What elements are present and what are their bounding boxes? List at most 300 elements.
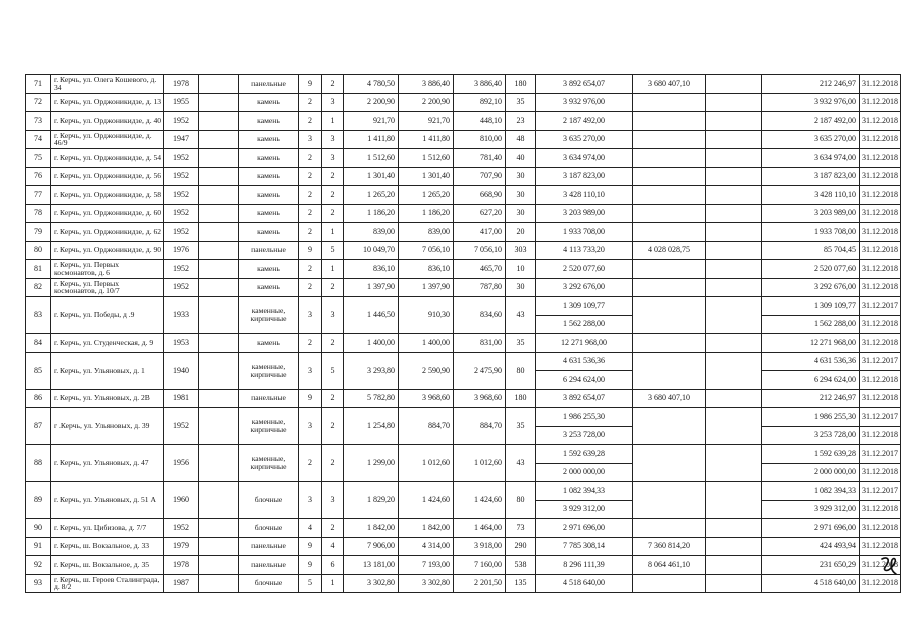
address: г. Керчь, ул. Орджоникидзе, д. 54 (51, 149, 164, 168)
table-row (26, 519, 901, 538)
wall-material: камень (239, 223, 299, 242)
cost-owners: 2 000 000,00 (762, 463, 860, 482)
cost-owners: 4 631 536,36 (762, 352, 860, 371)
residents: 303 (506, 241, 536, 260)
total-area: 10 049,70 (344, 241, 399, 260)
residents: 35 (506, 408, 536, 445)
cost-budget (706, 445, 762, 482)
cost-owners: 212 246,97 (762, 389, 860, 408)
build-year: 1952 (164, 149, 199, 168)
address: г. Керчь, ул. Ульяновых, д. 1 (51, 352, 164, 389)
address: г. Керчь, ул. Ульяновых, д. 2В (51, 389, 164, 408)
row-number: 74 (26, 130, 51, 149)
floors: 9 (299, 537, 322, 556)
cost-budget (706, 260, 762, 279)
cost-total: 2 187 492,00 (536, 112, 633, 131)
wall-material: камень (239, 260, 299, 279)
wall-material: блочные (239, 482, 299, 519)
completion-date: 31.12.2018 (860, 537, 901, 556)
empty-cell (199, 130, 239, 149)
empty-cell (199, 278, 239, 297)
residents: 40 (506, 149, 536, 168)
address: г. Керчь, ул. Олега Кошевого, д. 34 (51, 75, 164, 94)
cost-budget (706, 556, 762, 575)
cost-owners: 3 292 676,00 (762, 278, 860, 297)
completion-date: 31.12.2018 (860, 500, 901, 519)
cost-budget (706, 167, 762, 186)
completion-date: 31.12.2018 (860, 574, 901, 593)
row-number: 89 (26, 482, 51, 519)
build-year: 1952 (164, 167, 199, 186)
wall-material: камень (239, 278, 299, 297)
empty-cell (199, 537, 239, 556)
row-number: 81 (26, 260, 51, 279)
residents: 538 (506, 556, 536, 575)
residents: 80 (506, 352, 536, 389)
entrances: 1 (322, 574, 344, 593)
residential-area: 417,00 (454, 223, 506, 242)
row-number: 75 (26, 149, 51, 168)
living-area: 1 411,80 (399, 130, 454, 149)
cost-fund: 3 680 407,10 (633, 75, 706, 94)
residents: 290 (506, 537, 536, 556)
table-row (26, 537, 901, 556)
build-year: 1976 (164, 241, 199, 260)
completion-date: 31.12.2018 (860, 389, 901, 408)
cost-budget (706, 278, 762, 297)
row-number: 93 (26, 574, 51, 593)
cost-total: 7 785 308,14 (536, 537, 633, 556)
cost-total: 1 082 394,33 (536, 482, 633, 501)
cost-owners: 212 246,97 (762, 75, 860, 94)
wall-material: камень (239, 186, 299, 205)
cost-owners: 3 203 989,00 (762, 204, 860, 223)
table-row (26, 408, 901, 427)
living-area: 7 056,10 (399, 241, 454, 260)
completion-date: 31.12.2018 (860, 75, 901, 94)
completion-date: 31.12.2017 (860, 297, 901, 316)
residents: 180 (506, 75, 536, 94)
residents: 30 (506, 278, 536, 297)
row-number: 83 (26, 297, 51, 334)
address: г. Керчь, ул. Первых космонавтов, д. 10/7 (51, 278, 164, 297)
empty-cell (199, 167, 239, 186)
address: г. Керчь, ш. Вокзальное, д. 35 (51, 556, 164, 575)
completion-date: 31.12.2018 (860, 204, 901, 223)
address: г. Керчь, ул. Орджоникидзе, д. 58 (51, 186, 164, 205)
completion-date: 31.12.2018 (860, 241, 901, 260)
cost-fund (633, 260, 706, 279)
row-number: 86 (26, 389, 51, 408)
entrances: 3 (322, 130, 344, 149)
living-area: 1 012,60 (399, 445, 454, 482)
residents: 20 (506, 223, 536, 242)
completion-date: 31.12.2018 (860, 223, 901, 242)
cost-owners: 3 634 974,00 (762, 149, 860, 168)
cost-budget (706, 112, 762, 131)
total-area: 1 411,80 (344, 130, 399, 149)
cost-fund: 3 680 407,10 (633, 389, 706, 408)
total-area: 1 254,80 (344, 408, 399, 445)
cost-fund (633, 574, 706, 593)
table-row (26, 223, 901, 242)
cost-owners: 4 518 640,00 (762, 574, 860, 593)
cost-total: 2 520 077,60 (536, 260, 633, 279)
address: г. Керчь, ул. Орджоникидзе, д. 46/9 (51, 130, 164, 149)
living-area: 1 512,60 (399, 149, 454, 168)
living-area: 4 314,00 (399, 537, 454, 556)
empty-cell (199, 112, 239, 131)
address: г. Керчь, ул. Цибизова, д. 7/7 (51, 519, 164, 538)
wall-material: блочные (239, 519, 299, 538)
completion-date: 31.12.2017 (860, 352, 901, 371)
cost-fund (633, 112, 706, 131)
floors: 2 (299, 167, 322, 186)
address: г. Керчь, ул. Победы, д .9 (51, 297, 164, 334)
total-area: 1 512,60 (344, 149, 399, 168)
empty-cell (199, 482, 239, 519)
cost-total: 1 933 708,00 (536, 223, 633, 242)
living-area: 3 886,40 (399, 75, 454, 94)
completion-date: 31.12.2018 (860, 167, 901, 186)
empty-cell (199, 334, 239, 353)
residents: 35 (506, 334, 536, 353)
build-year: 1952 (164, 112, 199, 131)
empty-cell (199, 519, 239, 538)
address: г. Керчь, ул. Орджоникидзе, д. 56 (51, 167, 164, 186)
row-number: 90 (26, 519, 51, 538)
completion-date: 31.12.2018 (860, 260, 901, 279)
residential-area: 884,70 (454, 408, 506, 445)
row-number: 84 (26, 334, 51, 353)
table-row (26, 445, 901, 464)
cost-owners: 85 704,45 (762, 241, 860, 260)
empty-cell (199, 445, 239, 482)
residential-area: 627,20 (454, 204, 506, 223)
total-area: 1 400,00 (344, 334, 399, 353)
table-row (26, 93, 901, 112)
entrances: 3 (322, 149, 344, 168)
entrances: 1 (322, 223, 344, 242)
entrances: 2 (322, 75, 344, 94)
entrances: 5 (322, 241, 344, 260)
residents: 30 (506, 167, 536, 186)
cost-total: 1 592 639,28 (536, 445, 633, 464)
cost-fund (633, 408, 706, 445)
total-area: 921,70 (344, 112, 399, 131)
build-year: 1955 (164, 93, 199, 112)
empty-cell (199, 186, 239, 205)
residential-area: 787,80 (454, 278, 506, 297)
empty-cell (199, 389, 239, 408)
residents: 135 (506, 574, 536, 593)
floors: 3 (299, 297, 322, 334)
address: г. Керчь, ул. Ульяновых, д. 47 (51, 445, 164, 482)
table-row (26, 556, 901, 575)
entrances: 2 (322, 408, 344, 445)
floors: 9 (299, 389, 322, 408)
build-year: 1940 (164, 352, 199, 389)
floors: 9 (299, 556, 322, 575)
row-number: 79 (26, 223, 51, 242)
cost-owners: 231 650,29 (762, 556, 860, 575)
cost-budget (706, 297, 762, 334)
cost-owners: 1 986 255,30 (762, 408, 860, 427)
cost-fund: 7 360 814,20 (633, 537, 706, 556)
table-row (26, 482, 901, 501)
cost-total: 4 113 733,20 (536, 241, 633, 260)
residential-area: 810,00 (454, 130, 506, 149)
total-area: 1 186,20 (344, 204, 399, 223)
living-area: 1 265,20 (399, 186, 454, 205)
floors: 2 (299, 186, 322, 205)
floors: 2 (299, 204, 322, 223)
wall-material: камень (239, 149, 299, 168)
table-row (26, 297, 901, 316)
row-number: 91 (26, 537, 51, 556)
table-row (26, 149, 901, 168)
table-row (26, 389, 901, 408)
cost-budget (706, 93, 762, 112)
entrances: 3 (322, 297, 344, 334)
completion-date: 31.12.2017 (860, 408, 901, 427)
floors: 2 (299, 149, 322, 168)
table-row (26, 167, 901, 186)
empty-cell (199, 556, 239, 575)
cost-budget (706, 537, 762, 556)
cost-owners: 12 271 968,00 (762, 334, 860, 353)
floors: 4 (299, 519, 322, 538)
living-area: 1 400,00 (399, 334, 454, 353)
total-area: 5 782,80 (344, 389, 399, 408)
cost-owners: 1 562 288,00 (762, 315, 860, 334)
total-area: 1 842,00 (344, 519, 399, 538)
cost-budget (706, 519, 762, 538)
cost-owners: 2 971 696,00 (762, 519, 860, 538)
cost-owners: 3 428 110,10 (762, 186, 860, 205)
table-row (26, 75, 901, 94)
cost-owners: 3 932 976,00 (762, 93, 860, 112)
living-area: 1 397,90 (399, 278, 454, 297)
empty-cell (199, 93, 239, 112)
row-number: 88 (26, 445, 51, 482)
floors: 5 (299, 574, 322, 593)
floors: 3 (299, 352, 322, 389)
build-year: 1952 (164, 278, 199, 297)
living-area: 3 968,60 (399, 389, 454, 408)
row-number: 85 (26, 352, 51, 389)
residential-area: 1 012,60 (454, 445, 506, 482)
cost-fund: 8 064 461,10 (633, 556, 706, 575)
address: г. Керчь, ул. Орджоникидзе, д. 90 (51, 241, 164, 260)
residents: 73 (506, 519, 536, 538)
cost-fund (633, 186, 706, 205)
empty-cell (199, 408, 239, 445)
cost-total: 3 932 976,00 (536, 93, 633, 112)
table-row (26, 112, 901, 131)
residents: 48 (506, 130, 536, 149)
living-area: 836,10 (399, 260, 454, 279)
address: г. Керчь, ул. Студенческая, д. 9 (51, 334, 164, 353)
cost-budget (706, 130, 762, 149)
total-area: 1 397,90 (344, 278, 399, 297)
total-area: 4 780,50 (344, 75, 399, 94)
table-row (26, 352, 901, 371)
build-year: 1960 (164, 482, 199, 519)
cost-fund (633, 334, 706, 353)
completion-date: 31.12.2018 (860, 278, 901, 297)
residential-area: 465,70 (454, 260, 506, 279)
entrances: 2 (322, 389, 344, 408)
total-area: 3 302,80 (344, 574, 399, 593)
row-number: 80 (26, 241, 51, 260)
build-year: 1981 (164, 389, 199, 408)
living-area: 921,70 (399, 112, 454, 131)
cost-total: 4 631 536,36 (536, 352, 633, 371)
living-area: 2 200,90 (399, 93, 454, 112)
cost-budget (706, 204, 762, 223)
build-year: 1952 (164, 519, 199, 538)
wall-material: каменные, кирпичные (239, 408, 299, 445)
cost-fund (633, 445, 706, 482)
floors: 3 (299, 408, 322, 445)
table-row (26, 574, 901, 593)
total-area: 1 446,50 (344, 297, 399, 334)
floors: 2 (299, 93, 322, 112)
cost-total: 3 634 974,00 (536, 149, 633, 168)
cost-budget (706, 574, 762, 593)
completion-date: 31.12.2018 (860, 112, 901, 131)
wall-material: панельные (239, 537, 299, 556)
floors: 2 (299, 260, 322, 279)
empty-cell (199, 223, 239, 242)
build-year: 1952 (164, 186, 199, 205)
signature-mark (879, 553, 899, 577)
cost-total: 3 428 110,10 (536, 186, 633, 205)
cost-budget (706, 186, 762, 205)
total-area: 3 293,80 (344, 352, 399, 389)
cost-fund (633, 130, 706, 149)
entrances: 2 (322, 278, 344, 297)
floors: 9 (299, 75, 322, 94)
living-area: 884,70 (399, 408, 454, 445)
entrances: 2 (322, 186, 344, 205)
cost-total: 3 635 270,00 (536, 130, 633, 149)
build-year: 1978 (164, 75, 199, 94)
cost-budget (706, 223, 762, 242)
address: г. Керчь, ш. Вокзальное, д. 33 (51, 537, 164, 556)
table-row (26, 278, 901, 297)
cost-fund: 4 028 028,75 (633, 241, 706, 260)
cost-total: 12 271 968,00 (536, 334, 633, 353)
floors: 3 (299, 482, 322, 519)
wall-material: камень (239, 130, 299, 149)
cost-owners: 3 635 270,00 (762, 130, 860, 149)
empty-cell (199, 149, 239, 168)
floors: 9 (299, 241, 322, 260)
entrances: 4 (322, 537, 344, 556)
cost-fund (633, 167, 706, 186)
build-year: 1952 (164, 408, 199, 445)
cost-fund (633, 223, 706, 242)
build-year: 1933 (164, 297, 199, 334)
living-area: 7 193,00 (399, 556, 454, 575)
residential-area: 7 160,00 (454, 556, 506, 575)
completion-date: 31.12.2017 (860, 445, 901, 464)
cost-budget (706, 75, 762, 94)
empty-cell (199, 297, 239, 334)
residential-area: 2 201,50 (454, 574, 506, 593)
row-number: 73 (26, 112, 51, 131)
floors: 2 (299, 445, 322, 482)
cost-total: 6 294 624,00 (536, 371, 633, 390)
living-area: 1 424,60 (399, 482, 454, 519)
entrances: 6 (322, 556, 344, 575)
residents: 43 (506, 297, 536, 334)
row-number: 72 (26, 93, 51, 112)
build-year: 1952 (164, 223, 199, 242)
row-number: 76 (26, 167, 51, 186)
residents: 10 (506, 260, 536, 279)
cost-total: 1 309 109,77 (536, 297, 633, 316)
living-area: 3 302,80 (399, 574, 454, 593)
build-year: 1979 (164, 537, 199, 556)
address: г. Керчь, ул. Орджоникидзе, д. 13 (51, 93, 164, 112)
table-row (26, 204, 901, 223)
residential-area: 831,00 (454, 334, 506, 353)
living-area: 1 186,20 (399, 204, 454, 223)
total-area: 1 265,20 (344, 186, 399, 205)
entrances: 2 (322, 519, 344, 538)
empty-cell (199, 352, 239, 389)
entrances: 3 (322, 482, 344, 519)
living-area: 1 842,00 (399, 519, 454, 538)
cost-owners: 424 493,94 (762, 537, 860, 556)
empty-cell (199, 260, 239, 279)
residential-area: 668,90 (454, 186, 506, 205)
cost-fund (633, 149, 706, 168)
cost-fund (633, 519, 706, 538)
residents: 180 (506, 389, 536, 408)
wall-material: каменные, кирпичные (239, 352, 299, 389)
build-year: 1956 (164, 445, 199, 482)
wall-material: панельные (239, 75, 299, 94)
residential-area: 3 968,60 (454, 389, 506, 408)
cost-total: 3 253 728,00 (536, 426, 633, 445)
build-year: 1953 (164, 334, 199, 353)
completion-date: 31.12.2018 (860, 186, 901, 205)
row-number: 87 (26, 408, 51, 445)
build-year: 1987 (164, 574, 199, 593)
wall-material: камень (239, 112, 299, 131)
cost-owners: 2 187 492,00 (762, 112, 860, 131)
cost-budget (706, 389, 762, 408)
residents: 30 (506, 186, 536, 205)
cost-total: 4 518 640,00 (536, 574, 633, 593)
row-number: 78 (26, 204, 51, 223)
residential-area: 892,10 (454, 93, 506, 112)
total-area: 1 299,00 (344, 445, 399, 482)
completion-date: 31.12.2018 (860, 463, 901, 482)
empty-cell (199, 204, 239, 223)
table-row (26, 334, 901, 353)
cost-owners: 3 253 728,00 (762, 426, 860, 445)
residential-area: 1 424,60 (454, 482, 506, 519)
cost-owners: 1 082 394,33 (762, 482, 860, 501)
housing-table (25, 74, 901, 593)
total-area: 7 906,00 (344, 537, 399, 556)
total-area: 1 829,20 (344, 482, 399, 519)
